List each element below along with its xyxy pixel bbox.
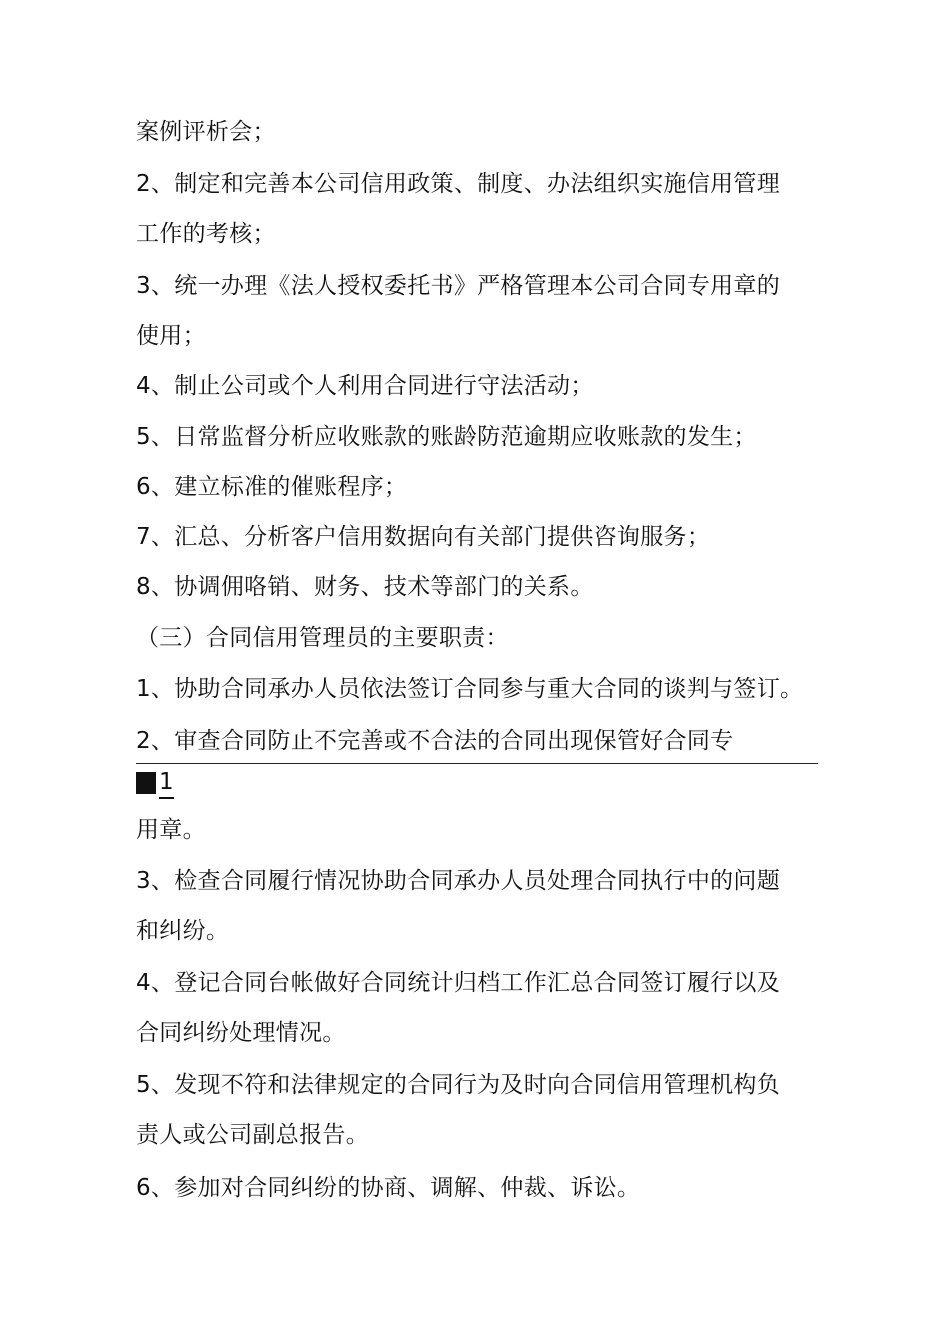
text-line: 2、审查合同防止不完善或不合法的合同出现保管好合同专 [136,728,734,754]
page-number: 1 [159,767,174,799]
text-line: 8、协调佣咯销、财务、技术等部门的关系。 [136,574,594,600]
text-line: 工作的考核； [136,221,276,247]
text-line: 3、统一办理《法人授权委托书》严格管理本公司合同专用章的 [136,273,781,299]
page-break-rule [136,763,818,764]
text-line: 6、参加对合同纠纷的协商、调解、仲裁、诉讼。 [136,1175,641,1201]
text-line: 1、协助合同承办人员依法签订合同参与重大合同的谈判与签订。 [136,676,804,702]
text-line: 3、检查合同履行情况协助合同承办人员处理合同执行中的问题 [136,868,781,894]
text-line: 5、发现不符和法律规定的合同行为及时向合同信用管理机构负 [136,1072,781,1098]
black-square-icon [136,772,156,794]
page-footer [136,768,174,798]
text-line: 责人或公司副总报告。 [136,1122,369,1148]
text-line: 使用； [136,323,206,349]
text-line: 5、日常监督分析应收账款的账龄防范逾期应收账款的发生； [136,424,757,450]
section-heading: （三）合同信用管理员的主要职责： [136,625,509,651]
text-line: 6、建立标准的催账程序； [136,474,408,500]
text-line: 2、制定和完善本公司信用政策、制度、办法组织实施信用管理 [136,171,781,197]
text-line: 7、汇总、分析客户信用数据向有关部门提供咨询服务； [136,524,711,550]
text-line: 案例评析会； [136,119,276,145]
text-line: 用章。 [136,817,206,843]
text-line: 合同纠纷处理情况。 [136,1020,346,1046]
text-line: 和纠纷。 [136,918,230,944]
text-line: 4、登记合同台帐做好合同统计归档工作汇总合同签订履行以及 [136,970,781,996]
text-line: 4、制止公司或个人利用合同进行守法活动； [136,373,594,399]
